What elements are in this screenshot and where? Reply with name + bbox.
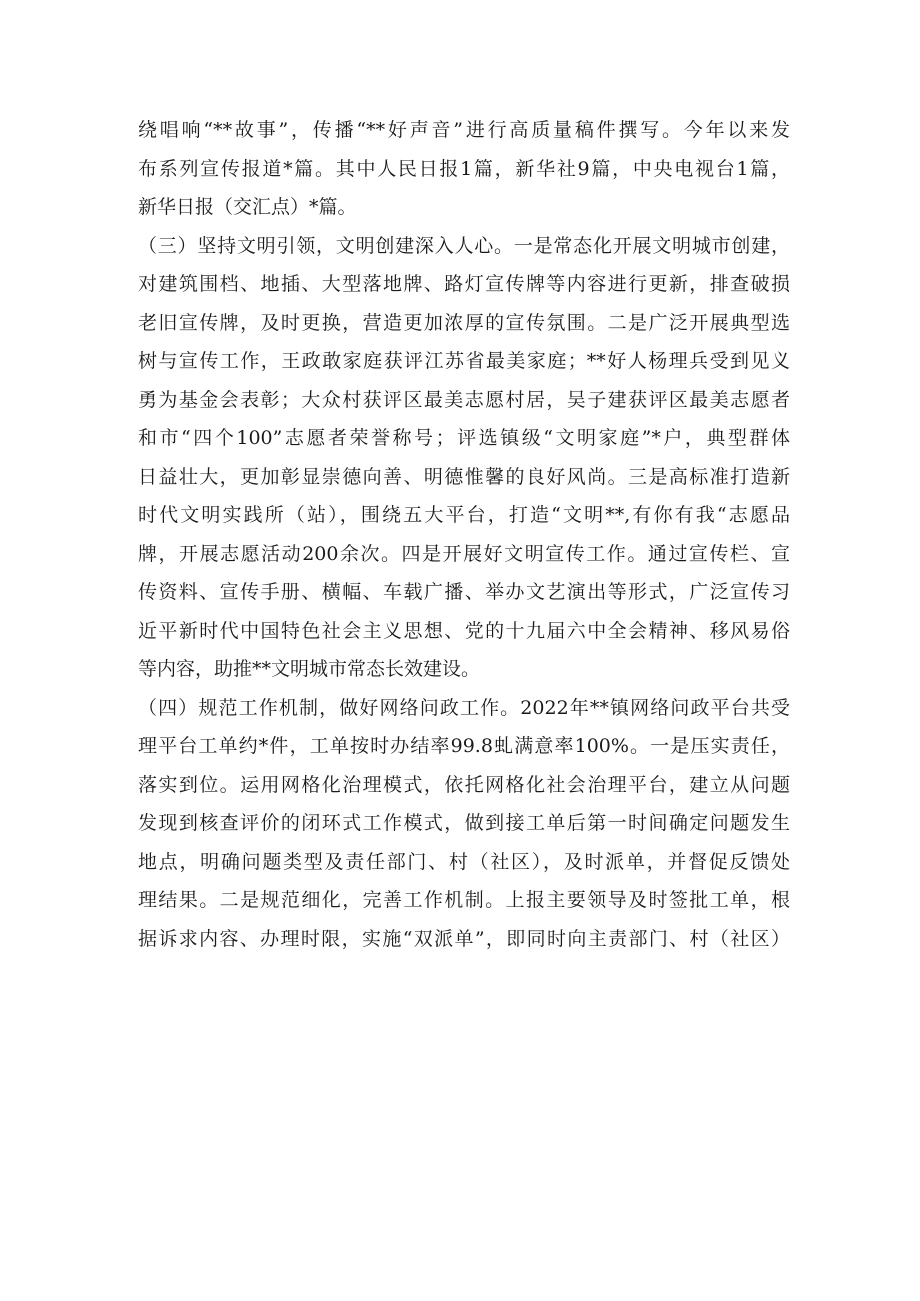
text-line: 牌，开展志愿活动200余次。四是开展好文明宣传工作。通过宣传栏、宣 — [138, 542, 790, 565]
text-line: 传资料、宣传手册、横幅、车载广播、举办文艺演出等形式，广泛宣传习 — [138, 581, 790, 603]
text-line: 布系列宣传报道*篇。其中人民日报1篇，新华社9篇，中央电视台1篇， — [138, 157, 790, 180]
text-line: 等内容，助推**文明城市常态长效建设。 — [138, 658, 481, 680]
text-line: 发现到核查评价的闭环式工作模式，做到接工单后第一时间确定问题发生 — [138, 812, 790, 834]
text-line: 理结果。二是规范细化，完善工作机制。上报主要领导及时签批工单，根 — [138, 889, 790, 911]
text-line: 对建筑围档、地插、大型落地牌、路灯宣传牌等内容进行更新，排查破损 — [138, 273, 790, 295]
text-line: （三）坚持文明引领，文明创建深入人心。一是常态化开展文明城市创建， — [138, 234, 790, 257]
text-line: 落实到位。运用网格化治理模式，依托网格化社会治理平台，建立从问题 — [138, 773, 790, 796]
document-body — [138, 111, 790, 958]
text-line: 勇为基金会表彰；大众村获评区最美志愿村居，吴子建获评区最美志愿者 — [138, 388, 790, 411]
text-line: 新华日报（交汇点）*篇。 — [138, 196, 357, 218]
text-line: 理平台工单约*件，工单按时办结率99.8虬满意率100%。一是压实责任， — [138, 735, 790, 757]
text-line: 老旧宣传牌，及时更换，营造更加浓厚的宣传氛围。二是广泛开展典型选 — [138, 311, 790, 334]
text-line: 时代文明实践所（站），围绕五大平台，打造“文明**,有你有我“志愿品 — [138, 504, 790, 526]
text-line: 据诉求内容、办理时限，实施“双派单”，即同时向主责部门、村（社区） — [138, 927, 790, 950]
paragraph-civilization — [138, 227, 790, 689]
text-line: 日益壮大，更加彰显崇德向善、明德惟馨的良好风尚。三是高标准打造新 — [138, 465, 790, 488]
text-line: 树与宣传工作，王政敢家庭获评江苏省最美家庭；**好人杨理兵受到见义 — [138, 350, 790, 372]
text-line: 近平新时代中国特色社会主义思想、党的十九届六中全会精神、移风易俗 — [138, 619, 790, 642]
paragraph-online-governance — [138, 689, 790, 959]
text-line: 绕唱响“**故事”，传播“**好声音”进行高质量稿件撰写。今年以来发 — [138, 119, 790, 141]
text-line: 和市“四个100”志愿者荣誉称号；评选镇级“文明家庭”*户，典型群体 — [138, 427, 790, 449]
paragraph-publicity — [138, 111, 790, 227]
text-line: 地点，明确问题类型及责任部门、村（社区），及时派单，并督促反馈处 — [138, 850, 790, 873]
text-line: （四）规范工作机制，做好网络问政工作。2022年**镇网络问政平台共受 — [138, 696, 790, 719]
